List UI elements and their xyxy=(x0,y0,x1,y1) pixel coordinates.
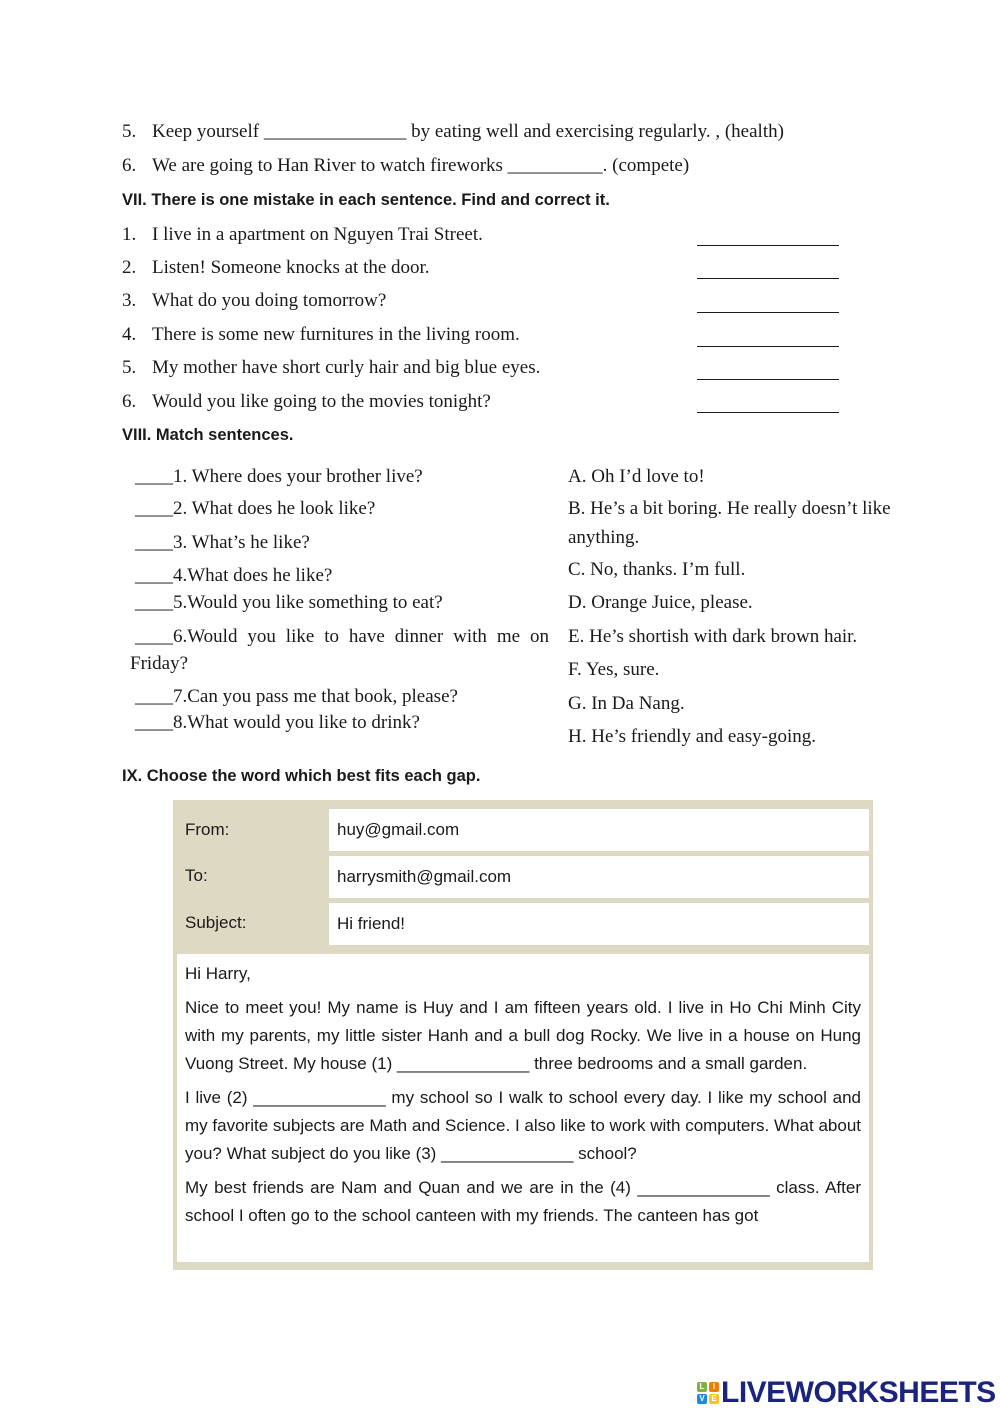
match-question-1[interactable]: ____1. Where does your brother live? xyxy=(135,466,423,487)
liveworksheets-logo xyxy=(697,1376,996,1410)
match-question-6-continued: Friday? xyxy=(130,653,189,674)
item-number: 3. xyxy=(122,290,137,311)
email-box xyxy=(173,800,873,1270)
item-text: There is some new furnitures in the living room. xyxy=(152,324,520,345)
match-question-6[interactable]: ____6.Would you like to have dinner with me on xyxy=(135,626,549,647)
item-text: by eating well and exercising regularly. , (health) xyxy=(411,121,784,142)
logo-text: LIVEWORKSHEETS xyxy=(721,1376,996,1409)
email-paragraph-3: My best friends are Nam and Quan and we are in the (4) ______________ class. After school I often go to the school canteen with my friends. The canteen has got xyxy=(185,1178,861,1225)
item-number: 2. xyxy=(122,257,137,278)
answer-blank[interactable]: _______________ xyxy=(263,121,407,142)
answer-line-1[interactable] xyxy=(697,245,839,246)
from-field: huy@gmail.com xyxy=(329,809,869,851)
logo-icon xyxy=(697,1382,719,1404)
match-question-8[interactable]: ____8.What would you like to drink? xyxy=(135,712,420,733)
mistake-item-4 xyxy=(122,324,520,346)
section-7-title: VII. There is one mistake in each sentence. Find and correct it. xyxy=(122,191,610,209)
answer-line-6[interactable] xyxy=(697,412,839,413)
mistake-item-2 xyxy=(122,257,430,279)
email-paragraph-1: Nice to meet you! My name is Huy and I am fifteen years old. I live in Ho Chi Minh City with my parents, my little sister Hanh and a bull dog Rocky. We live in a house on Hung Vuong Street. My house (1) ______________ three bedrooms and a small garden. xyxy=(185,998,861,1073)
answer-line-2[interactable] xyxy=(697,278,839,279)
match-answer-a: A. Oh I’d love to! xyxy=(568,466,705,487)
item-number: 1. xyxy=(122,224,137,245)
from-label: From: xyxy=(185,820,230,839)
answer-blank[interactable]: __________ xyxy=(507,155,603,176)
exercise-item-5 xyxy=(122,121,784,143)
logo-letter: I xyxy=(709,1382,719,1392)
match-question-2[interactable]: ____2. What does he look like? xyxy=(135,498,376,519)
match-question-3[interactable]: ____3. What’s he like? xyxy=(135,532,310,553)
item-number: 6. xyxy=(122,391,137,412)
match-answer-e: E. He’s shortish with dark brown hair. xyxy=(568,626,858,647)
match-answer-f: F. Yes, sure. xyxy=(568,659,660,680)
section-9-title: IX. Choose the word which best fits each gap. xyxy=(122,767,481,785)
match-answer-d: D. Orange Juice, please. xyxy=(568,592,753,613)
mistake-item-5 xyxy=(122,357,540,379)
section-8-title: VIII. Match sentences. xyxy=(122,426,294,444)
subject-field: Hi friend! xyxy=(329,903,869,945)
email-body xyxy=(177,954,869,1262)
item-text: Would you like going to the movies tonight? xyxy=(152,391,491,412)
match-answer-g: G. In Da Nang. xyxy=(568,693,685,714)
match-answer-b-continued: anything. xyxy=(568,527,640,548)
logo-letter: V xyxy=(697,1394,707,1404)
item-number: 5. xyxy=(122,357,137,378)
mistake-item-6 xyxy=(122,391,491,413)
item-text: Keep yourself xyxy=(152,121,260,142)
item-text: My mother have short curly hair and big blue eyes. xyxy=(152,357,541,378)
match-answer-c: C. No, thanks. I’m full. xyxy=(568,559,746,580)
item-text: I live in a apartment on Nguyen Trai Street. xyxy=(152,224,483,245)
exercise-item-6 xyxy=(122,155,689,177)
item-text: We are going to Han River to watch fireworks xyxy=(152,155,503,176)
email-paragraph-2: I live (2) ______________ my school so I walk to school every day. I like my school and my favorite subjects are Math and Science. I also like to work with computers. What about you? What subject do you like (3) ______________ school? xyxy=(185,1088,861,1163)
answer-line-3[interactable] xyxy=(697,312,839,313)
item-text: . (compete) xyxy=(602,155,690,176)
match-question-7[interactable]: ____7.Can you pass me that book, please? xyxy=(135,686,458,707)
email-greeting: Hi Harry, xyxy=(185,964,251,983)
logo-letter: E xyxy=(709,1394,719,1404)
mistake-item-3 xyxy=(122,290,386,312)
to-field: harrysmith@gmail.com xyxy=(329,856,869,898)
answer-line-4[interactable] xyxy=(697,346,839,347)
match-answer-b: B. He’s a bit boring. He really doesn’t like xyxy=(568,498,891,519)
logo-letter: L xyxy=(697,1382,707,1392)
item-number: 6. xyxy=(122,155,137,176)
item-text: What do you doing tomorrow? xyxy=(152,290,387,311)
answer-line-5[interactable] xyxy=(697,379,839,380)
match-question-5[interactable]: ____5.Would you like something to eat? xyxy=(135,592,443,613)
mistake-item-1 xyxy=(122,224,483,246)
to-label: To: xyxy=(185,866,208,885)
match-answer-h: H. He’s friendly and easy-going. xyxy=(568,726,816,747)
item-number: 4. xyxy=(122,324,137,345)
subject-label: Subject: xyxy=(185,913,247,932)
item-number: 5. xyxy=(122,121,137,142)
match-question-4[interactable]: ____4.What does he like? xyxy=(135,565,333,586)
item-text: Listen! Someone knocks at the door. xyxy=(152,257,430,278)
